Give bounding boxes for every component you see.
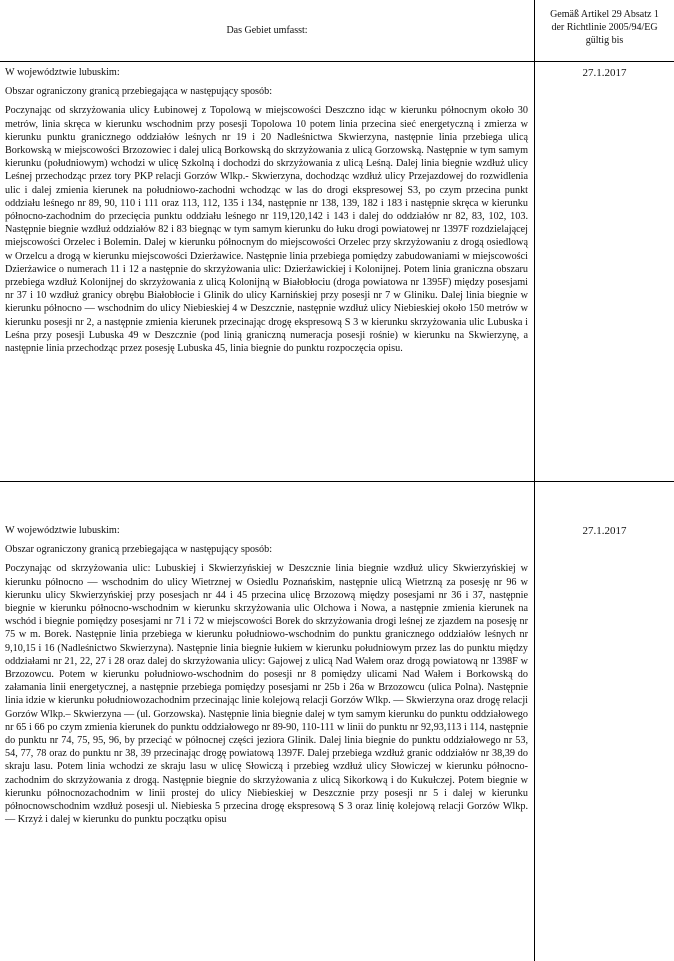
header-divider [0,61,674,62]
header-validity-label [535,8,674,47]
voivodeship-label: W województwie lubuskim: [5,525,120,536]
area-description-cell [5,524,528,826]
area-intro: Obszar ograniczony granicą przebiegająca w następujący sposób: [5,86,273,98]
header-area-text: Das Gebiet umfasst: [226,25,308,36]
voivodeship-label: W województwie lubuskim: [5,67,120,78]
header-validity-line: Gemäß Artikel 29 Absatz 1 [550,9,659,20]
header-validity-line: gültig bis [585,35,624,46]
valid-until-date: 27.1.2017 [582,525,627,537]
header-area-label [0,0,534,61]
area-description-cell [5,66,528,355]
row-divider [0,481,674,482]
area-boundary-description: Poczynając od skrzyżowania ulic: Lubuskiej i Skwierzyńskiej w Deszcznie linia biegnie wzdłuż ulicy Skwierzyńskiej w kierunku północno — wschodnim do ulicy Wietrznej w Osiedlu Poznańskim, następnie ulicą Wietrzną za posesję nr 96 w kierunku ulicy Skwierzyńskiej przy posesjach nr 44 i 45 przecina ulicę Brzozową między posesjami nr 36 i 37, następnie biegnie w kierunku północno-wschodnim w kierunku skrzyżowania ulic Olchowa i Nowa, a następnie zmienia kierunek na wschód i biegnie pomiędzy posesjami nr 71 i 72 w miejscowości Borek do skrzyżowania drogi leśnej ze zjazdem na posesję nr 75 w m. Borek. Następnie linia przebiega w kierunku południowo-wschodnim do punktu granicznego oddziałów leśnych nr 9,10,15 i 16 (Nadleśnictwo Skwierzyna). Następnie linia biegnie łukiem w kierunku południowym przez las do punktu między oddziałami nr 21, 22, 27 i 28 oraz dalej do skrzyżowania ulicy: Gajowej z ulicą Nad Wałem oraz drogą powiatową nr 1398F w Brzozowcu. Potem w kierunku południowo-wschodnim do posesji nr 8 pomiędzy ulicami Nad Wałem i Borkowską do załamania linii energetycznej, a następnie przebiega pomiędzy posesjami nr 25b i 26a w Brzozowcu (ulica Polna). Następnie linia idzie w kierunku południowozachodnim przecinając linie kolejową relacji Gorzów Wlkp. — Skwierzyna oraz drogę relacji Gorzów Wlkp.– Skwierzyna — (ul. Gorzowska). Następnie linia biegnie dalej w tym samym kierunku do punktu oddziałowego nr 65 i 66 po czym zmienia kierunek do punktu oddziałowego nr 89-90, 110-111 w linii do punktu nr 92,93,113 i 114, następnie do punktu nr 74, 75, 95, 96, by przeciąć w północnej części jeziora Glinik. Dalej linia biegnie do punktu oddziałowego nr 53, 54, 77, 78 oraz do punktu nr 38, 39 przecinając drogę powiatową 1397F. Dalej przebiega wzdłuż granic oddziałów nr 38,39 do skraju lasu. Potem linia wchodzi ze skraju lasu w ulicę Słowiczą i przebieg wzdłuż ulicy Słowiczej w kierunku północno-zachodnim do skrzyżowania z drogą. Następnie biegnie do skrzyżowania z ulicą Sikorkową i do Kukułczej. Potem biegnie w kierunku północnozachodnim w linii prostej do ulicy Niebieskiej w Deszcznie przy posesji nr 5 i dalej w kierunku północnowschodnim wzdłuż posesji ul. Niebieska 5 przecina drogę ekspresową S 3 oraz linię kolejową relacji Gorzów Wlkp. — Krzyż i dalej w kierunku do punktu początku opisu [5,563,528,826]
valid-until-date: 27.1.2017 [582,67,627,79]
header-validity-line: der Richtlinie 2005/94/EG [551,22,658,33]
area-boundary-description: Poczynając od skrzyżowania ulicy Łubinowej z Topolową w miejscowości Deszczno idąc w kierunku północnym około 30 metrów, linia skręca w kierunku wschodnim przy posesji Topolowa 10 potem linia przecina sieć energetyczną i zmierza w kierunku punktu granicznego oddziałów leśnych nr 19 i 20 Nadleśnictwa Skwierzyna, następnie linia przebiega ulicą Borkowską w miejscowości Brzozowiec i dalej ulicą Borkowską do skrzyżowania z ulicą Gorzowską. Następnie w tym samym kierunku (południowym) wchodzi w ulicę Szkolną i dochodzi do skrzyżowania z ulicą Leśną. Dalej linia biegnie wzdłuż ulicy Leśnej przechodząc przez tory PKP relacji Gorzów Wlkp.- Skwierzyna, dochodząc wzdłuż ulicy Przejazdowej do rozwidlenia ulic i dalej zmienia kierunek na południowo-zachodni wchodząc w las do drogi ekspresowej S3, po czym przecina punkt oddziału leśnego nr 89, 90, 110 i 111 oraz 113, 112, 135 i 134, następnie nr 138, 139, 182 i 183 i następnie skręca w kierunku północno-zachodnim do przecięcia punktu oddziału leśnego nr 119,120,142 i 143 i dalej do oddziałów nr 82, 83, 102, 103. Następnie biegnie wzdłuż oddziałów 82 i 83 biegnąc w tym samym kierunku do łuku drogi powiatowej nr 1397F rozdzielającej miejscowości Orzelec i Bolemin. Dalej w kierunku północnym do miejscowości Orzelec przy skrzyżowaniu z drogą osiedlową w Orzelcu a drogą w kierunku miejscowości Dzierżawice. Następnie linia przebiega pomiędzy zabudowaniami w miejscowości Dzierżawice o numerach 11 i 12 a następnie do skrzyżowania ulic: Dzierżawickiej i Kolonijnej. Potem linia graniczna obszaru przebiega wzdłuż Kolonijnej do skrzyżowania z ulicą Kolonijną w Białobłociu (droga powiatowa nr 1395F) między posesjami nr 37 i 10 wzdłuż granicy obrębu Białobłocie i Glinik do ulicy Karnińskiej przy posesji nr 7 w Gliniku. Dalej linia biegnie w kierunku północno — wschodnim do ulicy Niebieskiej 4 w Deszcznie, następnie wzdłuż ulicy Niebieskiej około 150 metrów w kierunku posesji nr 2, a następnie zmienia kierunek przecinając drogę ekspresową S 3 w kierunku skrzyżowania ulic Lubuska i Leśna przy posesji Lubuska 49 w Deszcznie (pod linią graniczną numeracja posesji rośnie) w kierunku na Skwierzynę, a następnie linia przechodząc przez posesję Lubuska 45, linia biegnie do punktu rozpoczęcia opisu. [5,105,528,355]
area-intro: Obszar ograniczony granicą przebiegająca w następujący sposób: [5,544,273,556]
